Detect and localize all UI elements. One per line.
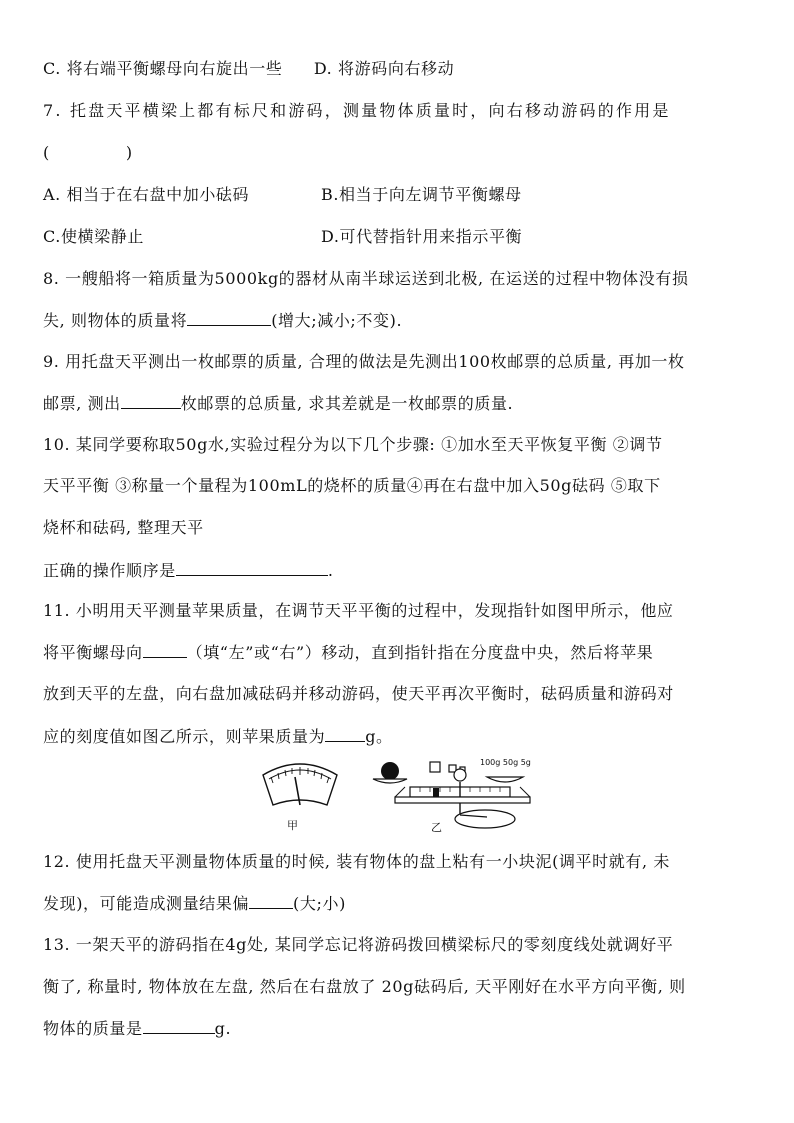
option-d: D.可代替指针用来指示平衡 <box>321 227 523 246</box>
option-a: A. 相当于在右盘中加小砝码 <box>43 185 250 204</box>
question-12-line-1: 12. 使用托盘天平测量物体质量的时候, 装有物体的盘上粘有一小块泥(调平时就有, 未 <box>43 852 670 871</box>
question-10-line-1: 10. 某同学要称取50g水,实验过程分为以下几个步骤: ①加水至天平恢复平衡 ②调节 <box>43 435 663 454</box>
option-c: C.使横梁静止 <box>43 227 144 246</box>
balance-figure <box>255 757 545 837</box>
question-7-options-cd <box>43 226 754 248</box>
answer-blank[interactable] <box>121 392 181 409</box>
question-13-line-2: 衡了, 称量时, 物体放在左盘, 然后在右盘放了 20g砝码后, 天平刚好在水平方向平衡, 则 <box>43 977 686 996</box>
dial-jia <box>263 764 337 805</box>
answer-blank[interactable] <box>143 1017 215 1034</box>
answer-blank[interactable] <box>249 892 293 909</box>
rider <box>433 788 439 797</box>
question-10-line-4: 正确的操作顺序是 . <box>43 561 334 580</box>
question-7-options-ab <box>43 184 754 206</box>
apple-icon <box>381 762 399 780</box>
question-9-line-1: 9. 用托盘天平测出一枚邮票的质量, 合理的做法是先测出100枚邮票的总质量, 再加一枚 <box>43 352 685 371</box>
balance-yi <box>373 762 530 828</box>
answer-blank[interactable] <box>325 725 365 742</box>
answer-blank[interactable] <box>176 559 328 576</box>
option-d: D. 将游码向右移动 <box>313 59 455 78</box>
question-11-line-1: 11. 小明用天平测量苹果质量，在调节天平平衡的过程中，发现指针如图甲所示，他应 <box>43 601 674 620</box>
question-11-line-4: 应的刻度值如图乙所示，则苹果质量为 g。 <box>43 727 393 746</box>
question-11-line-2: 将平衡螺母向 （填“左”或“右”）移动，直到指针指在分度盘中央，然后将苹果 <box>43 643 654 662</box>
question-7-stem: 7. 托盘天平横梁上都有标尺和游码，测量物体质量时，向右移动游码的作用是 <box>43 101 671 120</box>
balance-figure-svg <box>255 757 545 837</box>
question-13-line-1: 13. 一架天平的游码指在4g处, 某同学忘记将游码拨回横梁标尺的零刻度线处就调好平 <box>43 935 674 954</box>
answer-blank[interactable] <box>187 309 271 326</box>
question-8-line-2: 失, 则物体的质量将 (增大;减小;不变). <box>43 311 403 330</box>
weights-label: 100g 50g 5g <box>480 758 531 767</box>
question-10-line-3: 烧杯和砝码, 整理天平 <box>43 518 204 537</box>
question-12-line-2: 发现)，可能造成测量结果偏 (大;小) <box>43 894 346 913</box>
option-line-c-d <box>43 58 754 80</box>
weight-icon <box>430 762 440 772</box>
question-7-answer-paren: ( ) <box>43 143 133 162</box>
question-11-line-3: 放到天平的左盘，向右盘加减砝码并移动游码，使天平再次平衡时，砝码质量和游码对 <box>43 684 674 703</box>
question-10-line-2: 天平平衡 ③称量一个量程为100mL的烧杯的质量④再在右盘中加入50g砝码 ⑤取下 <box>43 476 661 495</box>
question-8-line-1: 8. 一艘船将一箱质量为5000kg的器材从南半球运送到北极, 在运送的过程中物体没有损 <box>43 269 689 288</box>
option-b: B.相当于向左调节平衡螺母 <box>321 185 522 204</box>
question-13-line-3: 物体的质量是 g. <box>43 1019 232 1038</box>
answer-blank[interactable] <box>143 641 187 658</box>
label-jia: 甲 <box>287 819 298 832</box>
option-c: C. 将右端平衡螺母向右旋出一些 <box>43 59 283 78</box>
question-9-line-2: 邮票, 测出 枚邮票的总质量, 求其差就是一枚邮票的质量. <box>43 394 514 413</box>
label-yi: 乙 <box>431 821 442 834</box>
